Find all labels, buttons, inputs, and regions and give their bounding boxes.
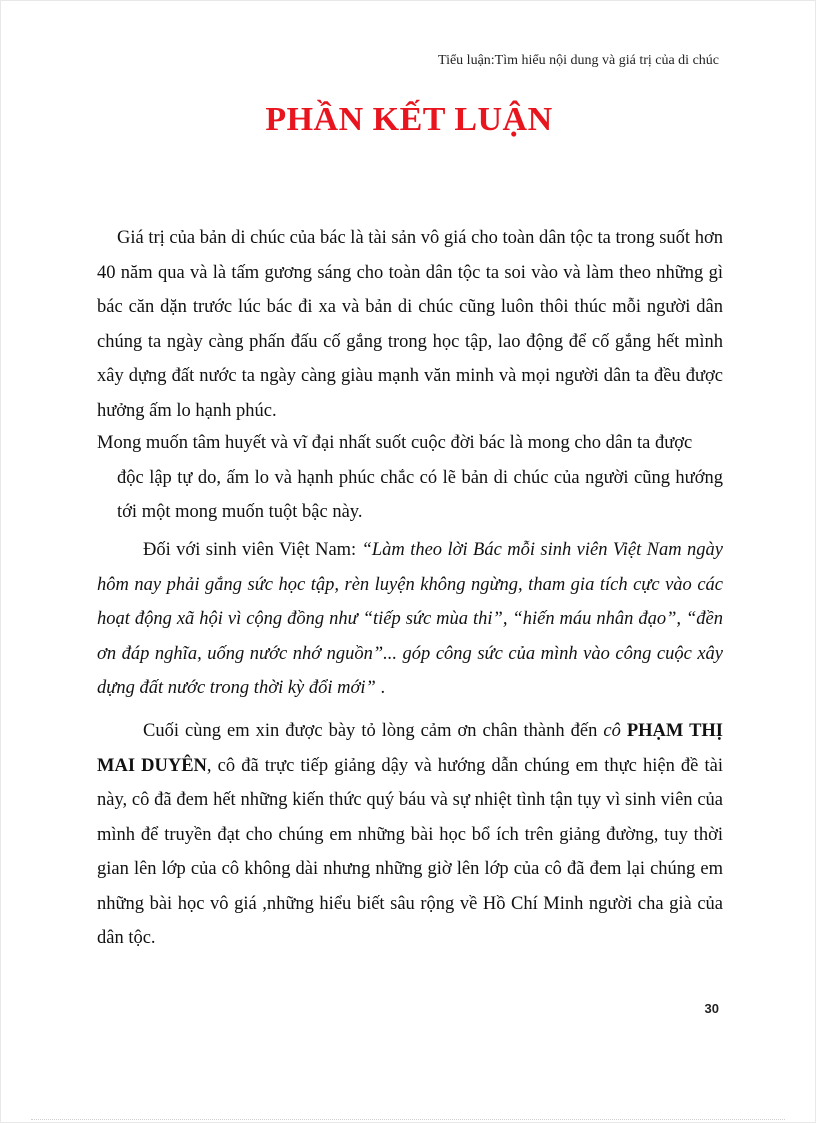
paragraph-4 <box>97 714 723 956</box>
paragraph-2-continuation: độc lập tự do, ấm lo và hạnh phúc chắc có lẽ bản di chúc của người cũng hướng tới một mong muốn tuột bậc này. <box>117 467 723 522</box>
paragraph-4-intro: Cuối cùng em xin được bày tỏ lòng cảm ơn chân thành đến <box>143 721 604 741</box>
paragraph-3-lead: Đối với sinh viên Việt Nam: <box>143 540 362 560</box>
paragraph-2-first-line: Mong muốn tâm huyết và vĩ đại nhất suốt cuộc đời bác là mong cho dân ta được <box>97 433 693 453</box>
paragraph-1: Giá trị của bản di chúc của bác là tài sản vô giá cho toàn dân tộc ta trong suốt hơn 40 năm qua và là tấm gương sáng cho toàn dân tộc ta soi vào và làm theo những gì bác căn dặn trước lúc bác đi xa và bản di chúc cũng luôn thôi thúc mỗi người dân chúng ta ngày càng phấn đấu cố gắng trong học tập, lao động để cố gắng hết mình xây dựng đất nước ta ngày càng giàu mạnh văn minh và mọi người dân ta đều được hưởng ấm lo hạnh phúc. <box>97 228 723 421</box>
paragraph-4-body: , cô đã trực tiếp giảng dậy và hướng dẫn chúng em thực hiện đề tài này, cô đã đem hết những kiến thức quý báu và sự nhiệt tình tận tụy vì sinh viên của mình để truyền đạt cho chúng em những bài học bổ ích trên giảng đường, tuy thời gian lên lớp của cô không dài nhưng những giờ lên lớp của cô đã đem lại chúng em những bài học vô giá ,những hiểu biết sâu rộng về Hồ Chí Minh người cha già của dân tộc. <box>97 755 723 948</box>
page-number: 30 <box>704 1001 719 1016</box>
teacher-name: PHẠM THỊ MAI DUYÊN <box>97 721 724 776</box>
page-title: PHẦN KẾT LUẬN <box>265 101 553 138</box>
paragraph-3-end: . <box>375 678 386 698</box>
page-bottom-divider <box>31 1119 785 1120</box>
paragraph-2 <box>97 426 723 530</box>
paragraph-3-quote: “Làm theo lời Bác mỗi sinh viên Việt Nam ngày hôm nay phải gắng sức học tập, rèn luyện không ngừng, tham gia tích cực vào các hoạt động xã hội vì cộng đồng như “tiếp sức mùa thi”, “hiến máu nhân đạo”, “đền ơn đáp nghĩa, uống nước nhớ nguồn”... góp công sức của mình vào công cuộc xây dựng đất nước trong thời kỳ đổi mới” <box>97 540 724 698</box>
paragraph-3 <box>97 533 723 706</box>
running-header: Tiểu luận:Tìm hiểu nội dung và giá trị của di chúc <box>438 53 719 68</box>
paragraph-4-co: cô <box>603 721 621 741</box>
